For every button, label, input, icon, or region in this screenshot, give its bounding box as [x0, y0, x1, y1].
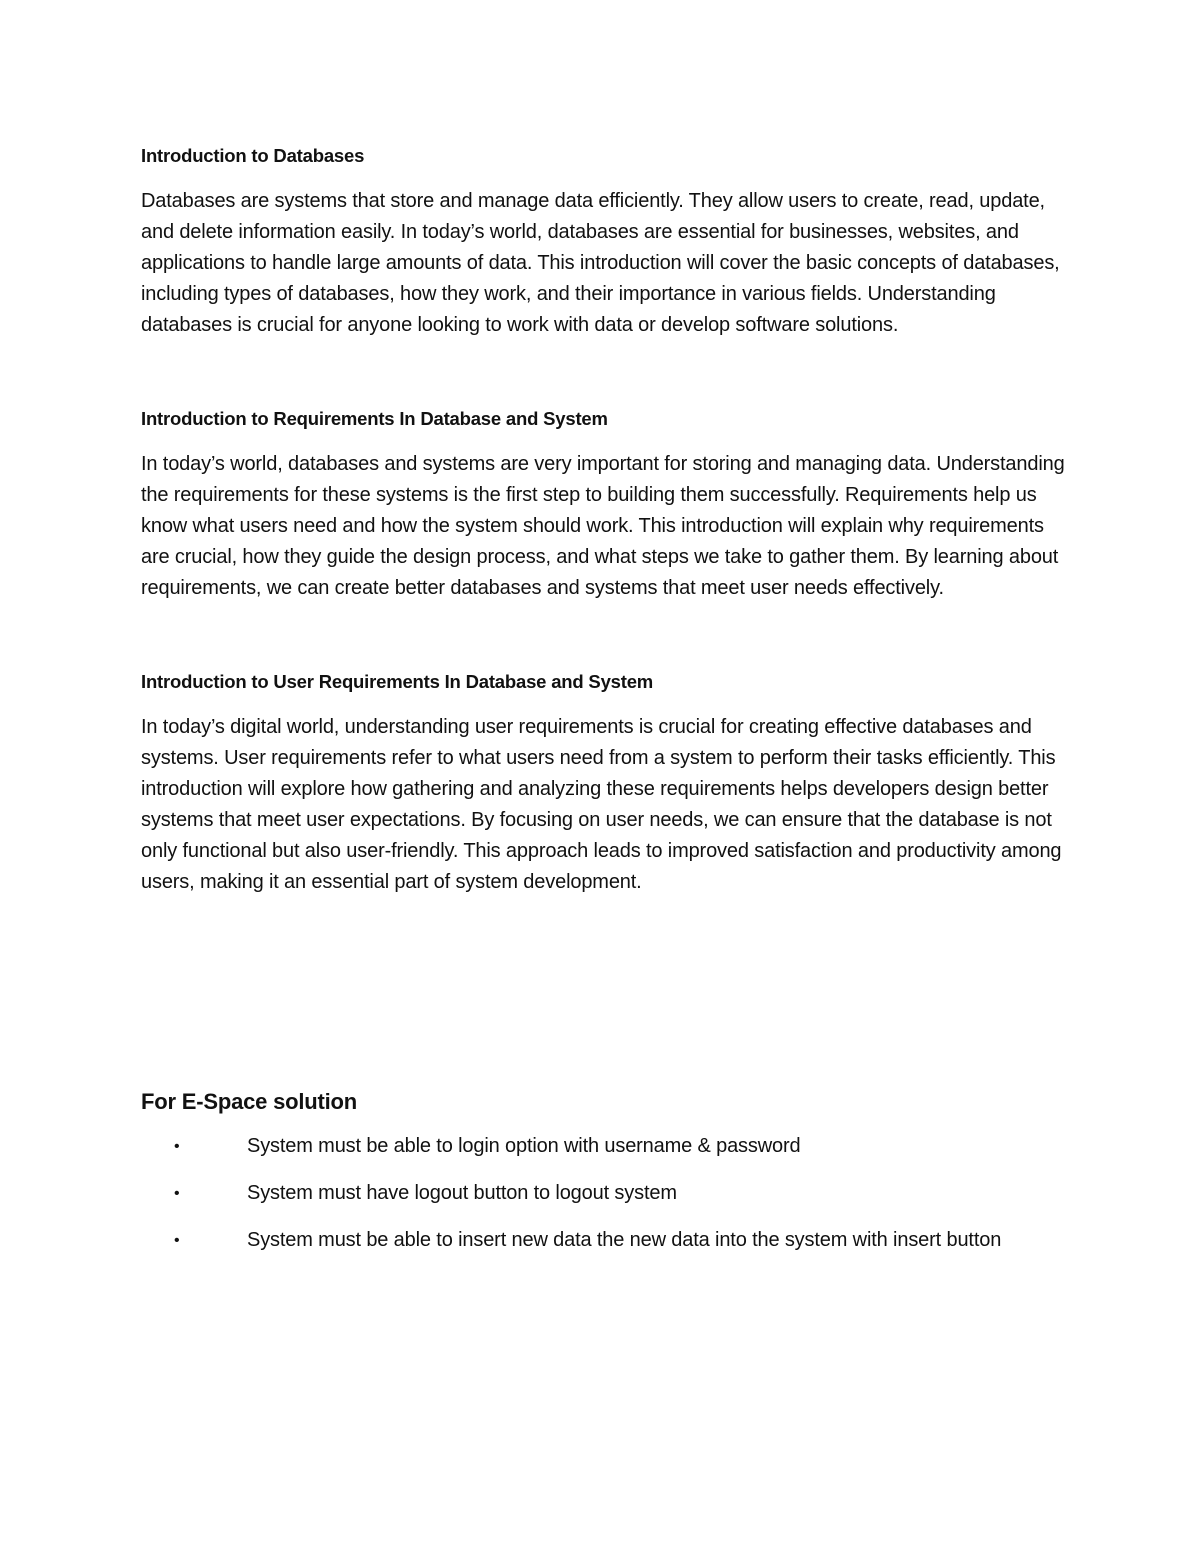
- list-item-text: System must be able to insert new data the new data into the system with insert button: [247, 1229, 1002, 1251]
- list-item: [141, 1225, 1066, 1256]
- section-heading: Introduction to Databases: [141, 145, 365, 166]
- section-databases: [141, 140, 1066, 341]
- document-content: [141, 140, 1066, 1272]
- section-paragraph: In today’s digital world, understanding user requirements is crucial for creating effective databases and systems. User requirements refer to what users need from a system to perform their tasks efficiently. This introduction will explore how gathering and analyzing these requirements helps developers design better systems that meet user expectations. By focusing on user needs, we can ensure that the database is not only functional but also user-friendly. This approach leads to improved satisfaction and productivity among users, making it an essential part of system development.: [141, 716, 1062, 893]
- section-user-requirements: [141, 666, 1066, 898]
- section-heading: Introduction to Requirements In Database and System: [141, 408, 608, 429]
- list-item-text: System must have logout button to logout system: [247, 1182, 677, 1204]
- bullet-icon: •: [174, 1185, 180, 1202]
- solution-heading: For E-Space solution: [141, 1089, 358, 1114]
- section-paragraph: Databases are systems that store and manage data efficiently. They allow users to create, read, update, and delete information easily. In today’s world, databases are essential for businesses, websites, and applications to handle large amounts of data. This introduction will cover the basic concepts of databases, including types of databases, how they work, and their importance in various fields. Understanding databases is crucial for anyone looking to work with data or develop software solutions.: [141, 190, 1060, 336]
- section-requirements: [141, 403, 1066, 604]
- bullet-icon: •: [174, 1232, 180, 1249]
- section-paragraph: In today’s world, databases and systems are very important for storing and managing data. Understanding the requirements for these systems is the first step to building them successfully. Requirements help us know what users need and how the system should work. This introduction will explain why requirements are crucial, how they guide the design process, and what steps we take to gather them. By learning about requirements, we can create better databases and systems that meet user needs effectively.: [141, 453, 1065, 599]
- blank-space: [141, 960, 1066, 1085]
- section-heading: Introduction to User Requirements In Database and System: [141, 671, 654, 692]
- bullet-icon: •: [174, 1138, 180, 1155]
- list-item: [141, 1178, 1066, 1209]
- list-item-text: System must be able to login option with username & password: [247, 1135, 801, 1157]
- requirements-list: [141, 1131, 1066, 1256]
- section-e-space-solution: [141, 1085, 1066, 1256]
- list-item: [141, 1131, 1066, 1162]
